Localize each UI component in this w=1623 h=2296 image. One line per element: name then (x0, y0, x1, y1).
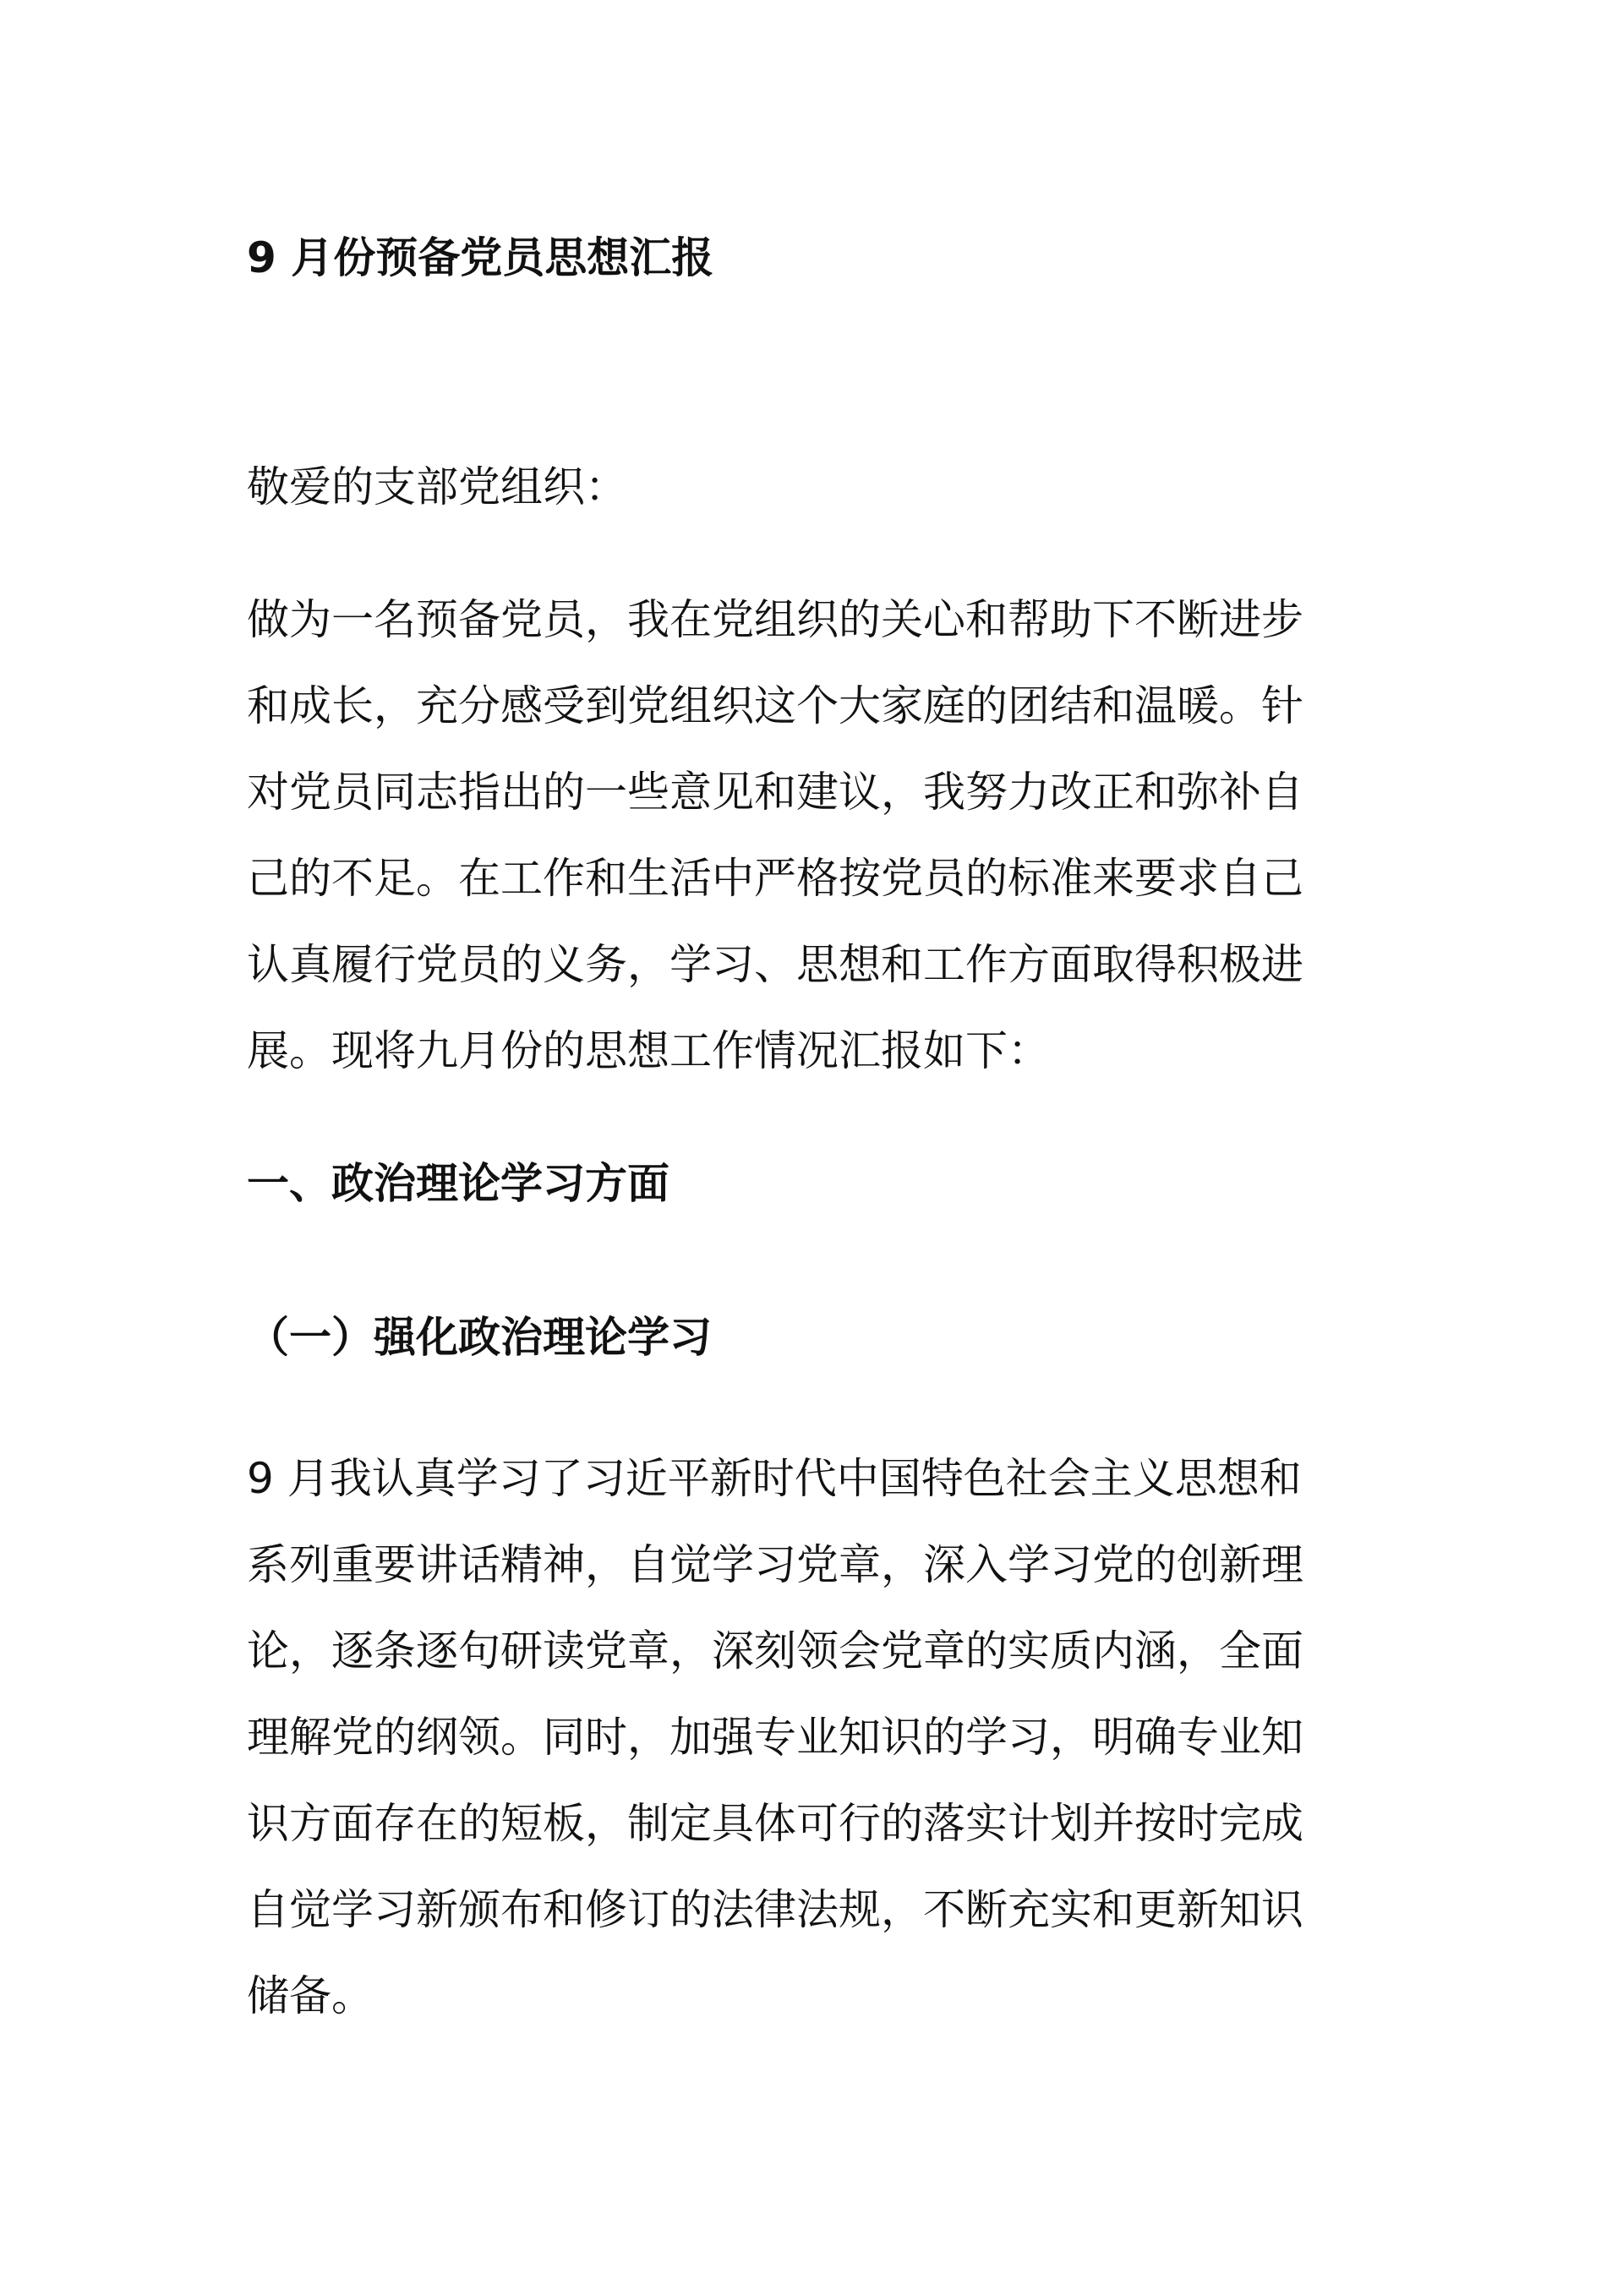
paragraph-line: 己的不足。在工作和生活中严格按党员的标准来要求自己 (247, 854, 1303, 903)
document-title: 9 月份预备党员思想汇报 (247, 233, 714, 282)
paragraph-line: 认真履行党员的义务，学习、思想和工作方面取得积极进 (247, 940, 1303, 989)
paragraph-line: 展。现将九月份的思想工作情况汇报如下： (247, 1026, 1050, 1075)
body-paragraph (247, 1435, 1396, 2039)
paragraph-line: 论，逐条逐句研读党章，深刻领会党章的实质内涵，全面 (247, 1626, 1303, 1676)
salutation: 敬爱的支部党组织： (247, 462, 627, 511)
paragraph-line: 9 月我认真学习了习近平新时代中国特色社会主义思想和 (247, 1454, 1302, 1503)
paragraph-line: 系列重要讲话精神，自觉学习党章，深入学习党的创新理 (247, 1540, 1303, 1589)
document-content (247, 228, 1396, 2039)
paragraph-line: 做为一名预备党员，我在党组织的关心和帮助下不断进步 (247, 595, 1303, 644)
paragraph-line: 和成长，充分感受到党组织这个大家庭的团结和温暖。针 (247, 681, 1303, 730)
paragraph-line: 理解党的纲领。同时，加强专业知识的学习，明确专业知 (247, 1713, 1303, 1762)
paragraph-line: 对党员同志指出的一些意见和建议，我努力改正和弥补自 (247, 768, 1303, 817)
paragraph-line: 自觉学习新颁布和修订的法律法规，不断充实和更新知识 (247, 1885, 1303, 1934)
paragraph-line: 识方面存在的短板，制定具体可行的落实计划并按时完成 (247, 1799, 1303, 1848)
intro-paragraph (247, 577, 1396, 1094)
section-heading: 一、政治理论学习方面 (247, 1159, 669, 1208)
paragraph-line: 储备。 (247, 1971, 374, 2020)
subsection-heading: （一）强化政治理论学习 (247, 1313, 712, 1362)
